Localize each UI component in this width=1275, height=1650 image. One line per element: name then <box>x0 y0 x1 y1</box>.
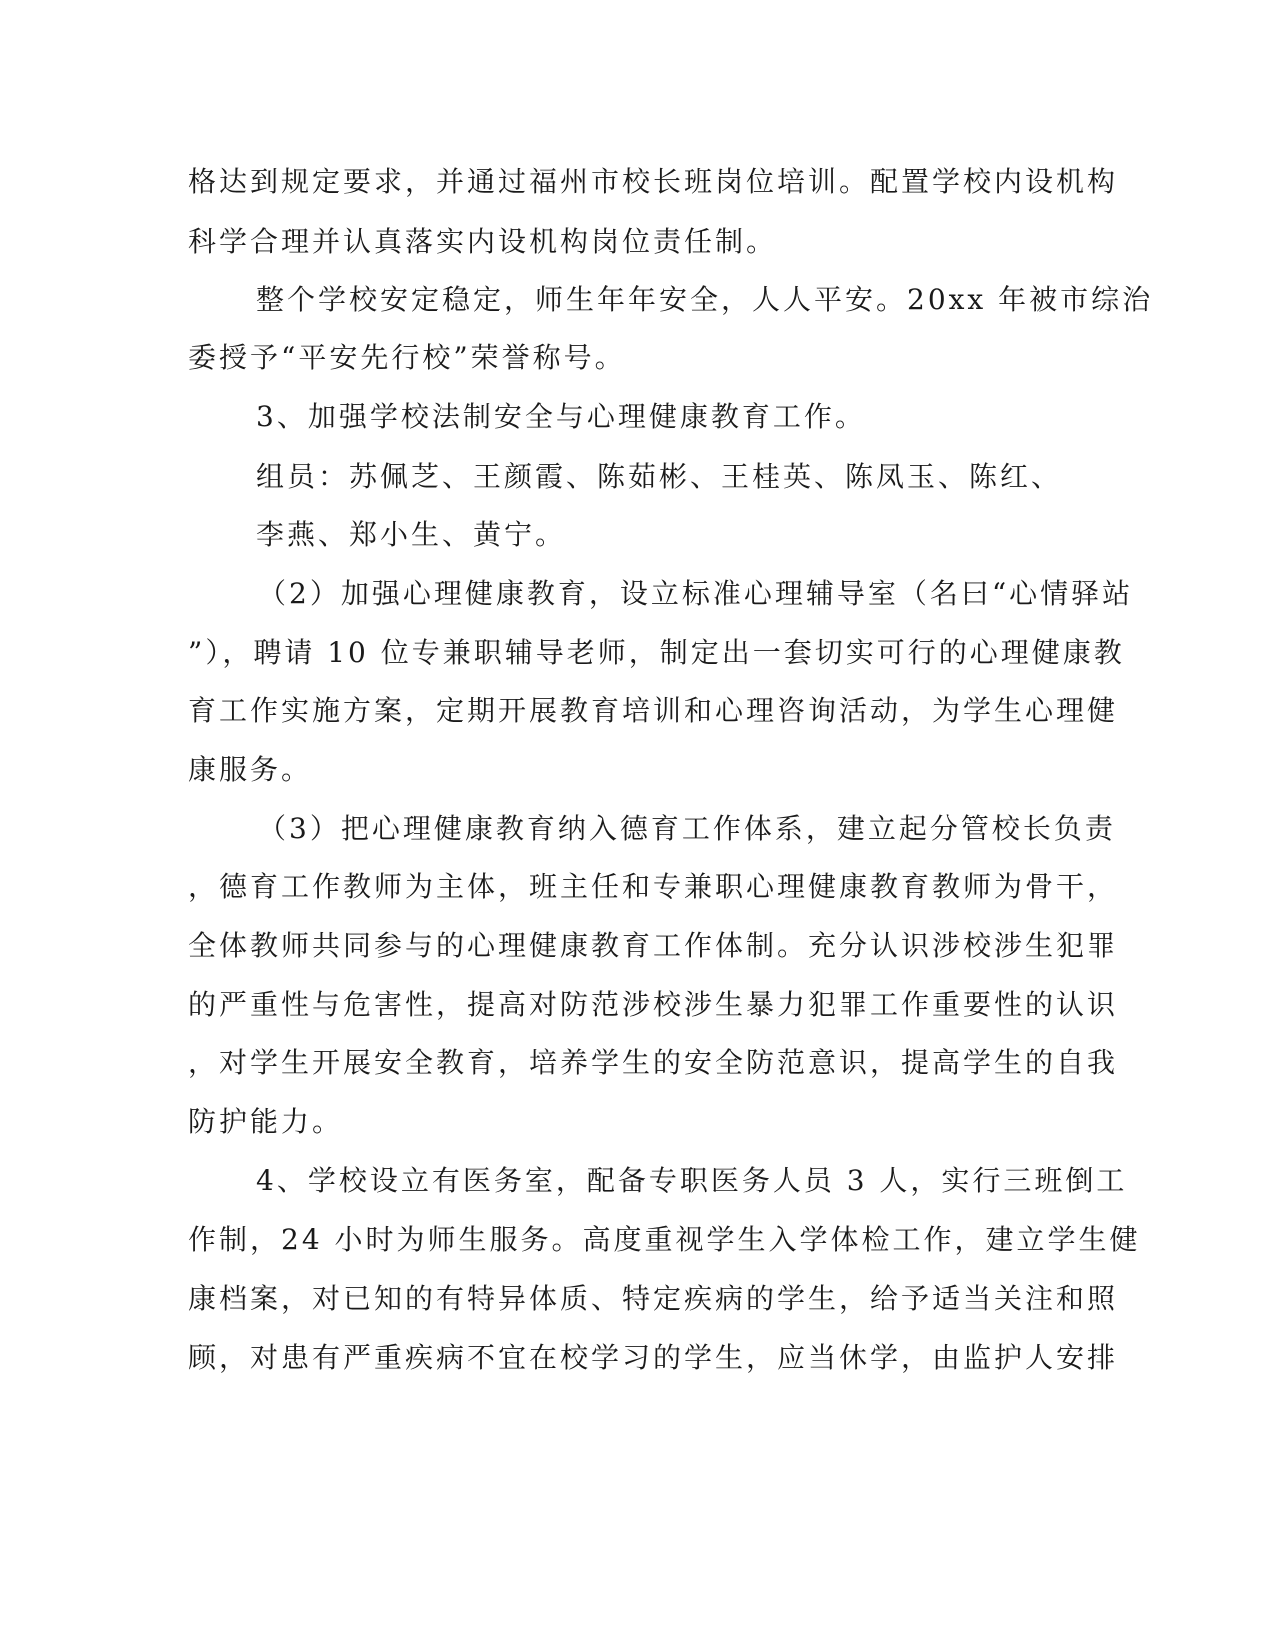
paragraph-first-line: 整个学校安定稳定，师生年年安全，人人平安。20xx 年被市综治 <box>256 283 1154 316</box>
paragraph-first-line: 4、学校设立有医务室，配备专职医务人员 3 人，实行三班倒工 <box>256 1164 1128 1197</box>
text-line: 全体教师共同参与的心理健康教育工作体制。充分认识涉校涉生犯罪 <box>188 929 1119 962</box>
member-list-line: 李燕、郑小生、黄宁。 <box>256 518 567 551</box>
member-list-line: 组员：苏佩芝、王颜霞、陈茹彬、王桂英、陈凤玉、陈红、 <box>256 460 1063 493</box>
text-line: 科学合理并认真落实内设机构岗位责任制。 <box>188 225 778 258</box>
text-line: 防护能力。 <box>188 1105 344 1138</box>
text-line: ”），聘请 10 位专兼职辅导老师，制定出一套切实可行的心理健康教 <box>188 636 1125 669</box>
text-line: 委授予“平安先行校”荣誉称号。 <box>188 341 626 374</box>
text-line: 的严重性与危害性，提高对防范涉校涉生暴力犯罪工作重要性的认识 <box>188 988 1119 1021</box>
paragraph-first-line: （3）把心理健康教育纳入德育工作体系，建立起分管校长负责 <box>258 812 1116 845</box>
text-line: 育工作实施方案，定期开展教育培训和心理咨询活动，为学生心理健 <box>188 694 1119 727</box>
text-line: 康档案，对已知的有特异体质、特定疾病的学生，给予适当关注和照 <box>188 1282 1119 1315</box>
text-line: ，德育工作教师为主体，班主任和专兼职心理健康教育教师为骨干， <box>188 870 1119 903</box>
section-heading: 3、加强学校法制安全与心理健康教育工作。 <box>256 400 866 433</box>
text-line: 顾，对患有严重疾病不宜在校学习的学生，应当休学，由监护人安排 <box>188 1341 1119 1374</box>
text-line: 作制，24 小时为师生服务。高度重视学生入学体检工作，建立学生健 <box>188 1223 1141 1256</box>
text-line: 格达到规定要求，并通过福州市校长班岗位培训。配置学校内设机构 <box>188 165 1119 198</box>
text-line: 康服务。 <box>188 753 313 786</box>
paragraph-first-line: （2）加强心理健康教育，设立标准心理辅导室（名曰“心情驿站 <box>258 577 1134 610</box>
text-line: ，对学生开展安全教育，培养学生的安全防范意识，提高学生的自我 <box>188 1046 1119 1079</box>
